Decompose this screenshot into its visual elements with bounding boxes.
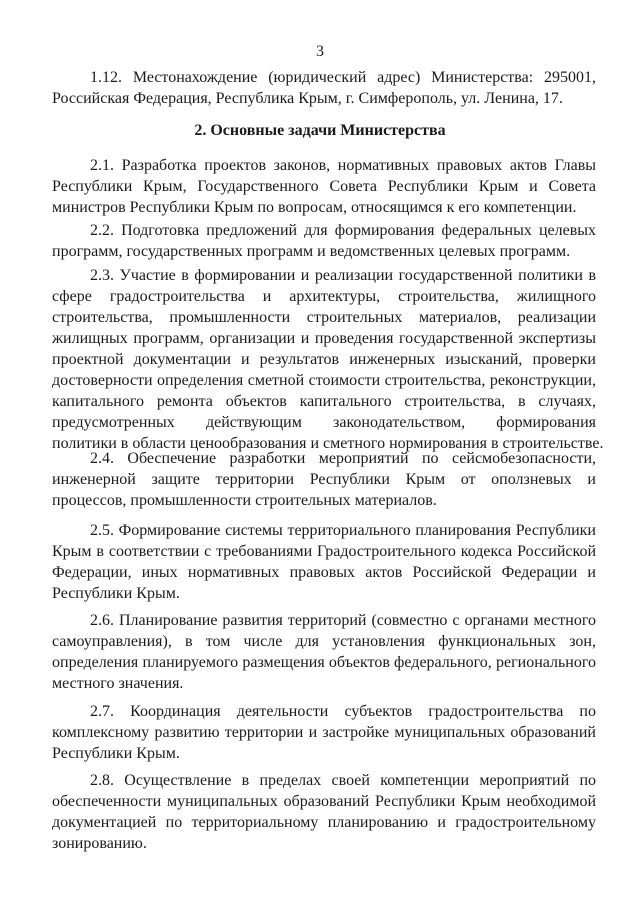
text-line: 2.5. Формирование системы территориального планирования Республики [90, 522, 596, 539]
text-line: 2.4. Обеспечение разработки мероприятий по сейсмобезопасности, [90, 450, 596, 467]
text-line: зонированию. [52, 835, 147, 852]
text-line: капитального ремонта объектов капитального строительства, в случаях, [52, 393, 596, 410]
text-line: строительства, промышленности строительных материалов, реализации [52, 309, 596, 326]
paragraph-2-7 [52, 701, 596, 764]
text-line: жилищных программ, организации и проведения государственной экспертизы [52, 330, 596, 347]
text-line: документацией по территориальному планированию и градостроительному [52, 814, 596, 831]
text-line: 1.12. Местонахождение (юридический адрес) Министерства: 295001, [90, 69, 596, 86]
text-line: достоверности определения сметной стоимости строительства, реконструкции, [52, 372, 596, 389]
text-line: Федерации, иных нормативных правовых актов Российской Федерации и [52, 564, 596, 581]
text-line: 2.1. Разработка проектов законов, нормативных правовых актов Главы [90, 157, 596, 174]
paragraph-2-5 [52, 520, 596, 604]
text-line: проектной документации и результатов инженерных изысканий, проверки [52, 351, 596, 368]
paragraph-2-6 [52, 610, 596, 694]
text-line: 2.8. Осуществление в пределах своей компетенции мероприятий по [90, 772, 596, 789]
page-number: 3 [316, 43, 324, 60]
text-line: инженерной защите территории Республики Крым от оползневых и [52, 471, 596, 488]
text-line: 2.7. Координация деятельности субъектов градостроительства по [90, 703, 596, 720]
text-line: министров Республики Крым по вопросам, относящимся к его компетенции. [52, 199, 577, 216]
text-line: политики в области ценообразования и сметного нормирования в строительстве. [52, 435, 604, 452]
text-line: обеспеченности муниципальных образований Республики Крым необходимой [52, 793, 596, 810]
text-line: Республики Крым. [52, 585, 180, 602]
text-line: самоуправления), в том числе для установления функциональных зон, [52, 633, 596, 650]
paragraph-2-4 [52, 448, 596, 511]
text-line: предусмотренных действующим законодательством, формирования [52, 414, 596, 431]
paragraph-2-8 [52, 770, 596, 854]
text-line: комплексному развитию территории и застройке муниципальных образований [52, 724, 596, 741]
text-line: Республики Крым. [52, 745, 180, 762]
paragraph-1-12 [52, 67, 596, 109]
text-line: 2.2. Подготовка предложений для формирования федеральных целевых [90, 222, 596, 239]
text-line: Республики Крым, Государственного Совета Республики Крым и Совета [52, 178, 596, 195]
text-line: местного значения. [52, 675, 184, 692]
paragraph-2-2 [52, 220, 596, 262]
text-line: Крым в соответствии с требованиями Градостроительного кодекса Российской [52, 543, 596, 560]
text-line: 2.3. Участие в формировании и реализации государственной политики в [90, 267, 596, 284]
text-line: Российская Федерация, Республика Крым, г. Симферополь, ул. Ленина, 17. [52, 90, 563, 107]
text-line: сфере градостроительства и архитектуры, строительства, жилищного [52, 288, 596, 305]
text-line: 2.6. Планирование развития территорий (совместно с органами местного [90, 612, 596, 629]
section-heading: 2. Основные задачи Министерства [194, 122, 446, 139]
paragraph-2-3 [52, 265, 604, 454]
text-line: определения планируемого размещения объектов федерального, регионального [52, 654, 596, 671]
text-line: процессов, промышленности строительных материалов. [52, 492, 437, 509]
paragraph-2-1 [52, 155, 596, 218]
text-line: программ, государственных программ и ведомственных целевых программ. [52, 243, 571, 260]
